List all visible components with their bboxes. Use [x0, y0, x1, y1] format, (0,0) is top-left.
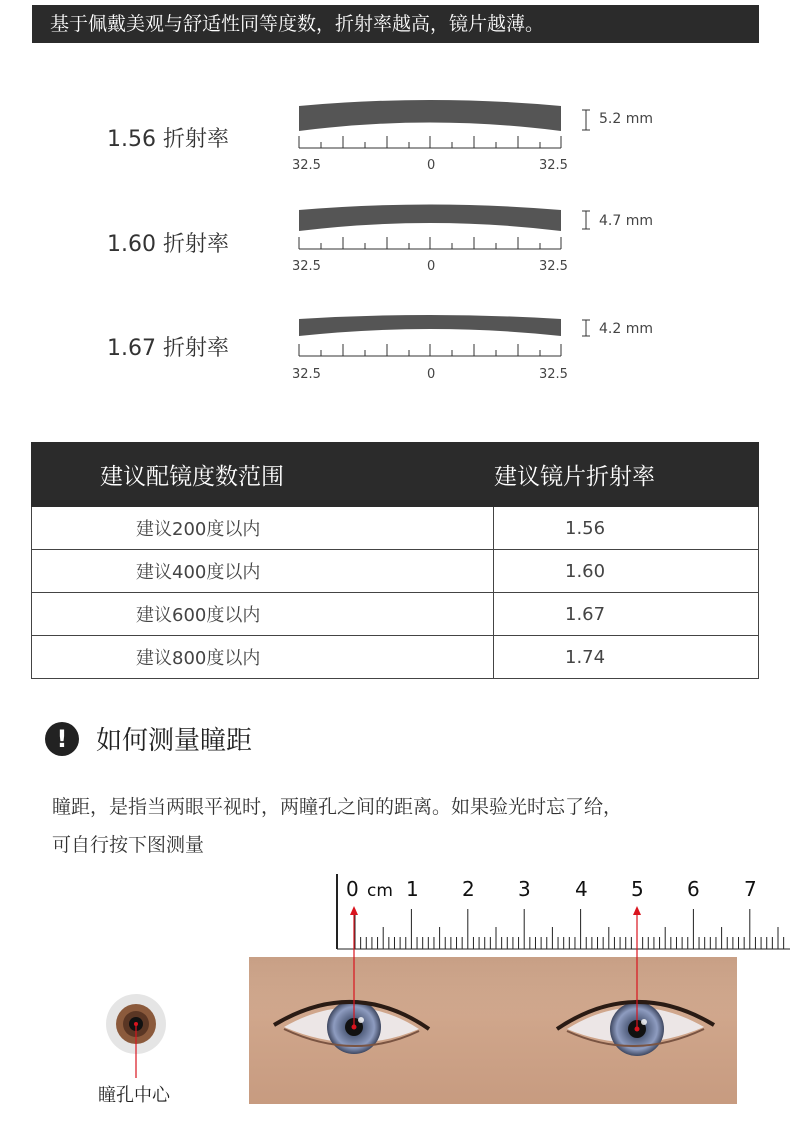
- tick-right: 32.5: [539, 158, 568, 173]
- table-cell: 建议400度以内: [32, 550, 494, 593]
- table-cell: 建议600度以内: [32, 593, 494, 636]
- table-cell: 建议800度以内: [32, 636, 494, 679]
- tick-left: 32.5: [292, 158, 321, 173]
- lens-label: 1.67 折射率: [107, 336, 229, 361]
- paragraph-line: 瞳距，是指当两眼平视时，两瞳孔之间的距离。如果验光时忘了给，: [52, 796, 623, 818]
- ruler-number: 5: [631, 877, 644, 901]
- table-cell: 1.74: [494, 636, 759, 679]
- table-header: 建议镜片折射率: [494, 443, 759, 507]
- lens-label: 1.60 折射率: [107, 232, 229, 257]
- ruler-number: 6: [687, 877, 700, 901]
- thickness-label: 4.2 mm: [599, 321, 653, 337]
- exclamation-icon: !: [45, 722, 79, 756]
- tick-center: 0: [427, 259, 436, 274]
- thickness-label: 5.2 mm: [599, 111, 653, 127]
- tick-right: 32.5: [539, 259, 568, 274]
- ruler-unit-label: cm: [367, 881, 393, 901]
- tick-center: 0: [427, 367, 436, 382]
- ruler-number: 7: [744, 877, 757, 901]
- section-title-text: 如何测量瞳距: [96, 726, 253, 756]
- tick-center: 0: [427, 158, 436, 173]
- ruler-number: 4: [575, 877, 588, 901]
- table-cell: 1.67: [494, 593, 759, 636]
- tick-left: 32.5: [292, 367, 321, 382]
- thickness-label: 4.7 mm: [599, 213, 653, 229]
- ruler-zero-label: 0: [346, 877, 359, 901]
- tick-left: 32.5: [292, 259, 321, 274]
- table-cell: 建议200度以内: [32, 507, 494, 550]
- table-cell: 1.56: [494, 507, 759, 550]
- ruler-number: 3: [518, 877, 531, 901]
- pupil-center-label: 瞳孔中心: [98, 1085, 170, 1106]
- table-header: 建议配镜度数范围: [32, 443, 494, 507]
- ruler-number: 1: [406, 877, 419, 901]
- pupil-center-diagram: [105, 993, 167, 1083]
- top-banner: 基于佩戴美观与舒适性同等度数，折射率越高，镜片越薄。: [32, 5, 759, 43]
- paragraph-line: 可自行按下图测量: [52, 834, 205, 856]
- table-cell: 1.60: [494, 550, 759, 593]
- ruler-number: 2: [462, 877, 475, 901]
- tick-right: 32.5: [539, 367, 568, 382]
- lens-label: 1.56 折射率: [107, 127, 229, 152]
